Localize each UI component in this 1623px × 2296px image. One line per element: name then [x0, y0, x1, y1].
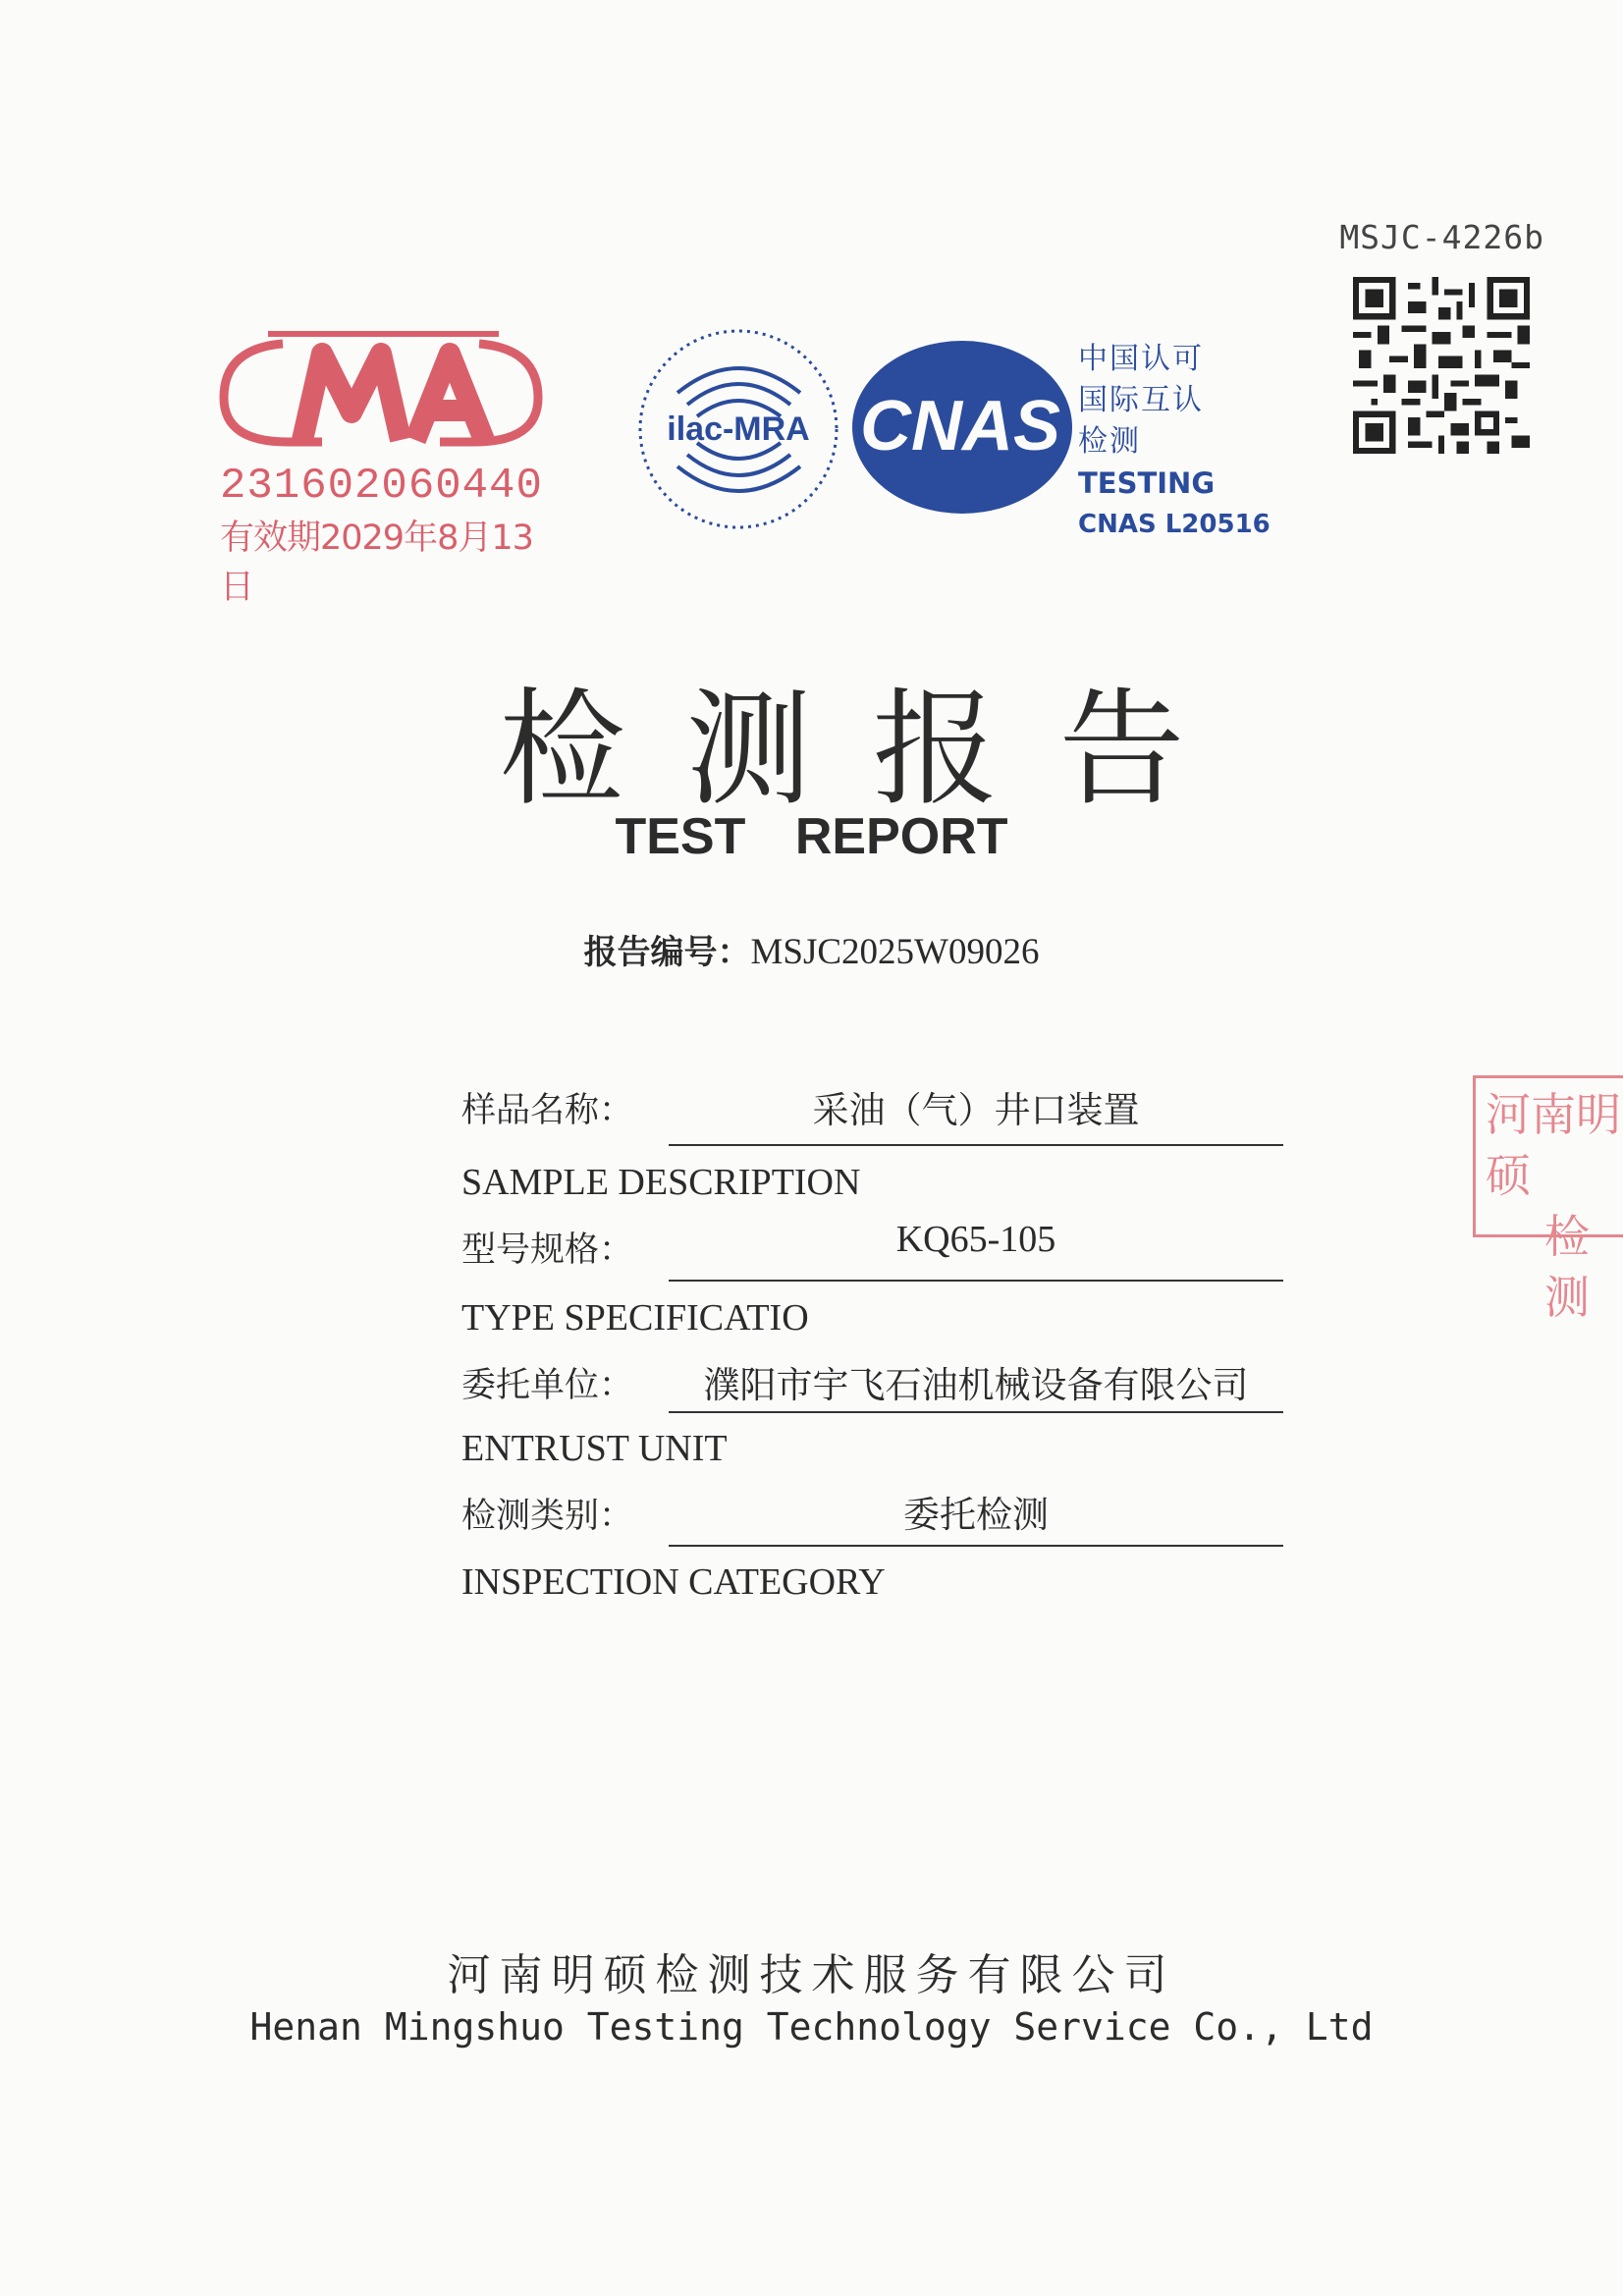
cnas-caption: [1078, 339, 1271, 545]
stamp-line1: 河南明硕: [1486, 1088, 1621, 1202]
report-title-en: TEST REPORT: [615, 808, 1008, 865]
ilac-mra-logo: [633, 324, 844, 535]
entrust-label-en: ENTRUST UNIT: [461, 1428, 728, 1469]
cnas-line4: TESTING: [1078, 466, 1216, 500]
category-underline: [669, 1545, 1283, 1547]
sample-label-en: SAMPLE DESCRIPTION: [461, 1162, 861, 1203]
cnas-code: CNAS L20516: [1078, 510, 1271, 539]
type-underline: [669, 1280, 1283, 1282]
report-number: [0, 925, 1623, 973]
category-value: 委托检测: [903, 1494, 1049, 1536]
cma-seal: [214, 314, 548, 607]
sample-value: 采油（气）井口装置: [812, 1089, 1140, 1131]
report-title-zh: 检测报告: [499, 677, 1246, 823]
entrust-underline: [669, 1411, 1283, 1413]
cnas-line1: 中国认可: [1078, 342, 1204, 376]
category-label-en: INSPECTION CATEGORY: [461, 1561, 886, 1603]
qr-code: [1353, 277, 1530, 454]
report-number-label: 报告编号：: [583, 933, 751, 972]
cma-number: 231602060440: [220, 462, 543, 511]
cnas-logo-text: CNAS: [859, 387, 1061, 465]
type-label-en: TYPE SPECIFICATIO: [461, 1297, 809, 1339]
cma-validity: 有效期2029年8月13日: [220, 519, 533, 607]
company-stamp: [1473, 1075, 1623, 1324]
category-label-zh: 检测类别：: [461, 1497, 634, 1536]
type-value: KQ65-105: [895, 1219, 1056, 1260]
ilac-text: ilac-MRA: [667, 410, 810, 448]
stamp-line2: 检测: [1544, 1210, 1590, 1324]
cnas-line3: 检测: [1078, 424, 1141, 459]
report-number-value: MSJC2025W09026: [750, 932, 1040, 972]
sample-label-zh: 样品名称：: [461, 1091, 634, 1130]
company-name-zh: 河南明硕检测技术服务有限公司: [447, 1950, 1176, 2000]
entrust-value: 濮阳市宇飞石油机械设备有限公司: [703, 1364, 1249, 1406]
sample-underline: [669, 1144, 1283, 1146]
cma-logo: [214, 314, 548, 462]
document-code: MSJC-4226b: [1339, 218, 1544, 256]
cnas-line2: 国际互认: [1078, 383, 1204, 417]
cnas-logo: [844, 329, 1080, 525]
entrust-label-zh: 委托单位：: [461, 1366, 634, 1405]
company-name-en: Henan Mingshuo Testing Technology Service Co., Ltd: [249, 2005, 1374, 2049]
type-label-zh: 型号规格：: [461, 1230, 634, 1270]
